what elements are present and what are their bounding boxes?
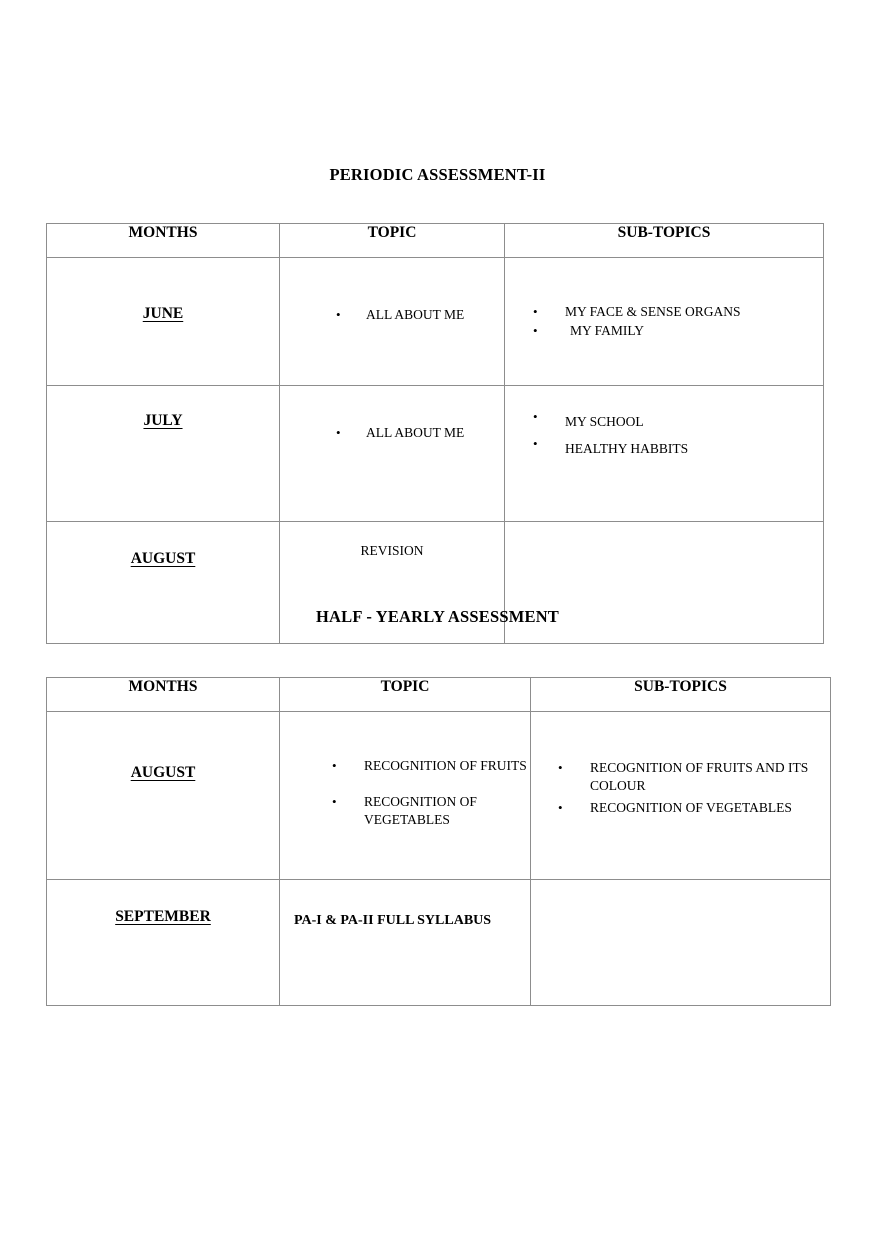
list-item-label: RECOGNITION OF FRUITS AND ITS COLOUR [590,760,809,793]
bullet-icon: • [336,307,341,322]
subtopic-list [533,303,823,340]
table-row [47,880,831,1006]
topic-cell-september [280,880,531,1006]
subtopic-cell-june [505,258,824,386]
list-item-label: ALL ABOUT ME [366,307,465,322]
topic-list [336,424,504,442]
month-cell-july [47,386,280,522]
list-item-label: RECOGNITION OF VEGETABLES [590,799,792,815]
topic-list [336,306,504,324]
section-title-periodic-assessment: PERIODIC ASSESSMENT-II [329,165,546,184]
topic-cell-august [280,712,531,880]
bullet-icon: • [533,409,538,424]
table-header-row [47,224,824,258]
section-title-half-yearly-assessment: HALF - YEARLY ASSESSMENT [315,607,560,626]
list-item [558,759,830,795]
month-cell-august [47,712,280,880]
half-yearly-assessment-table [46,677,831,1006]
subtopic-cell-august [531,712,831,880]
table-row [47,258,824,386]
list-item [533,303,823,322]
bullet-icon: • [533,304,538,319]
month-label: JUNE [142,305,184,322]
column-header-sub-topics: SUB-TOPICS [505,224,824,258]
list-item [533,408,823,435]
month-cell-september [47,880,280,1006]
topic-text: REVISION [360,543,424,558]
bullet-icon: • [332,758,337,773]
bullet-icon: • [332,793,337,809]
column-header-months: MONTHS [47,224,280,258]
list-item [336,306,504,324]
bullet-icon: • [558,799,563,815]
column-header-sub-topics: SUB-TOPICS [531,678,831,712]
bullet-icon: • [533,436,538,451]
subtopic-list [533,408,823,462]
list-item-label: RECOGNITION OF FRUITS [364,758,527,773]
table-row [47,386,824,522]
bullet-icon: • [533,322,538,338]
list-item-label: RECOGNITION OF VEGETABLES [364,793,477,827]
list-item-label: HEALTHY HABBITS [565,441,689,456]
list-item [336,424,504,442]
table-header-row [47,678,831,712]
periodic-assessment-table [46,223,824,644]
topic-text: PA-I & PA-II FULL SYLLABUS [294,913,492,928]
column-header-topic: TOPIC [280,224,505,258]
month-cell-june [47,258,280,386]
column-header-months: MONTHS [47,678,280,712]
topic-list [332,757,530,828]
month-label: SEPTEMBER [115,908,211,925]
list-item [332,757,530,775]
month-label: JULY [143,412,183,429]
list-item-label: MY FAMILY [570,322,645,338]
subtopic-list [558,759,830,816]
list-item-label: MY SCHOOL [565,414,644,429]
column-header-topic: TOPIC [280,678,531,712]
topic-cell-june [280,258,505,386]
list-item [533,322,823,341]
subtopic-cell-september-empty [531,880,831,1006]
month-label: AUGUST [130,550,196,567]
table-row [47,712,831,880]
bullet-icon: • [336,425,341,440]
month-label: AUGUST [130,764,196,781]
subtopic-cell-july [505,386,824,522]
list-item [533,435,823,462]
list-item [558,799,830,817]
list-item-label: MY FACE & SENSE ORGANS [565,304,741,319]
list-item-label: ALL ABOUT ME [366,425,465,440]
topic-cell-july [280,386,505,522]
bullet-icon: • [558,760,563,775]
list-item [332,793,530,829]
